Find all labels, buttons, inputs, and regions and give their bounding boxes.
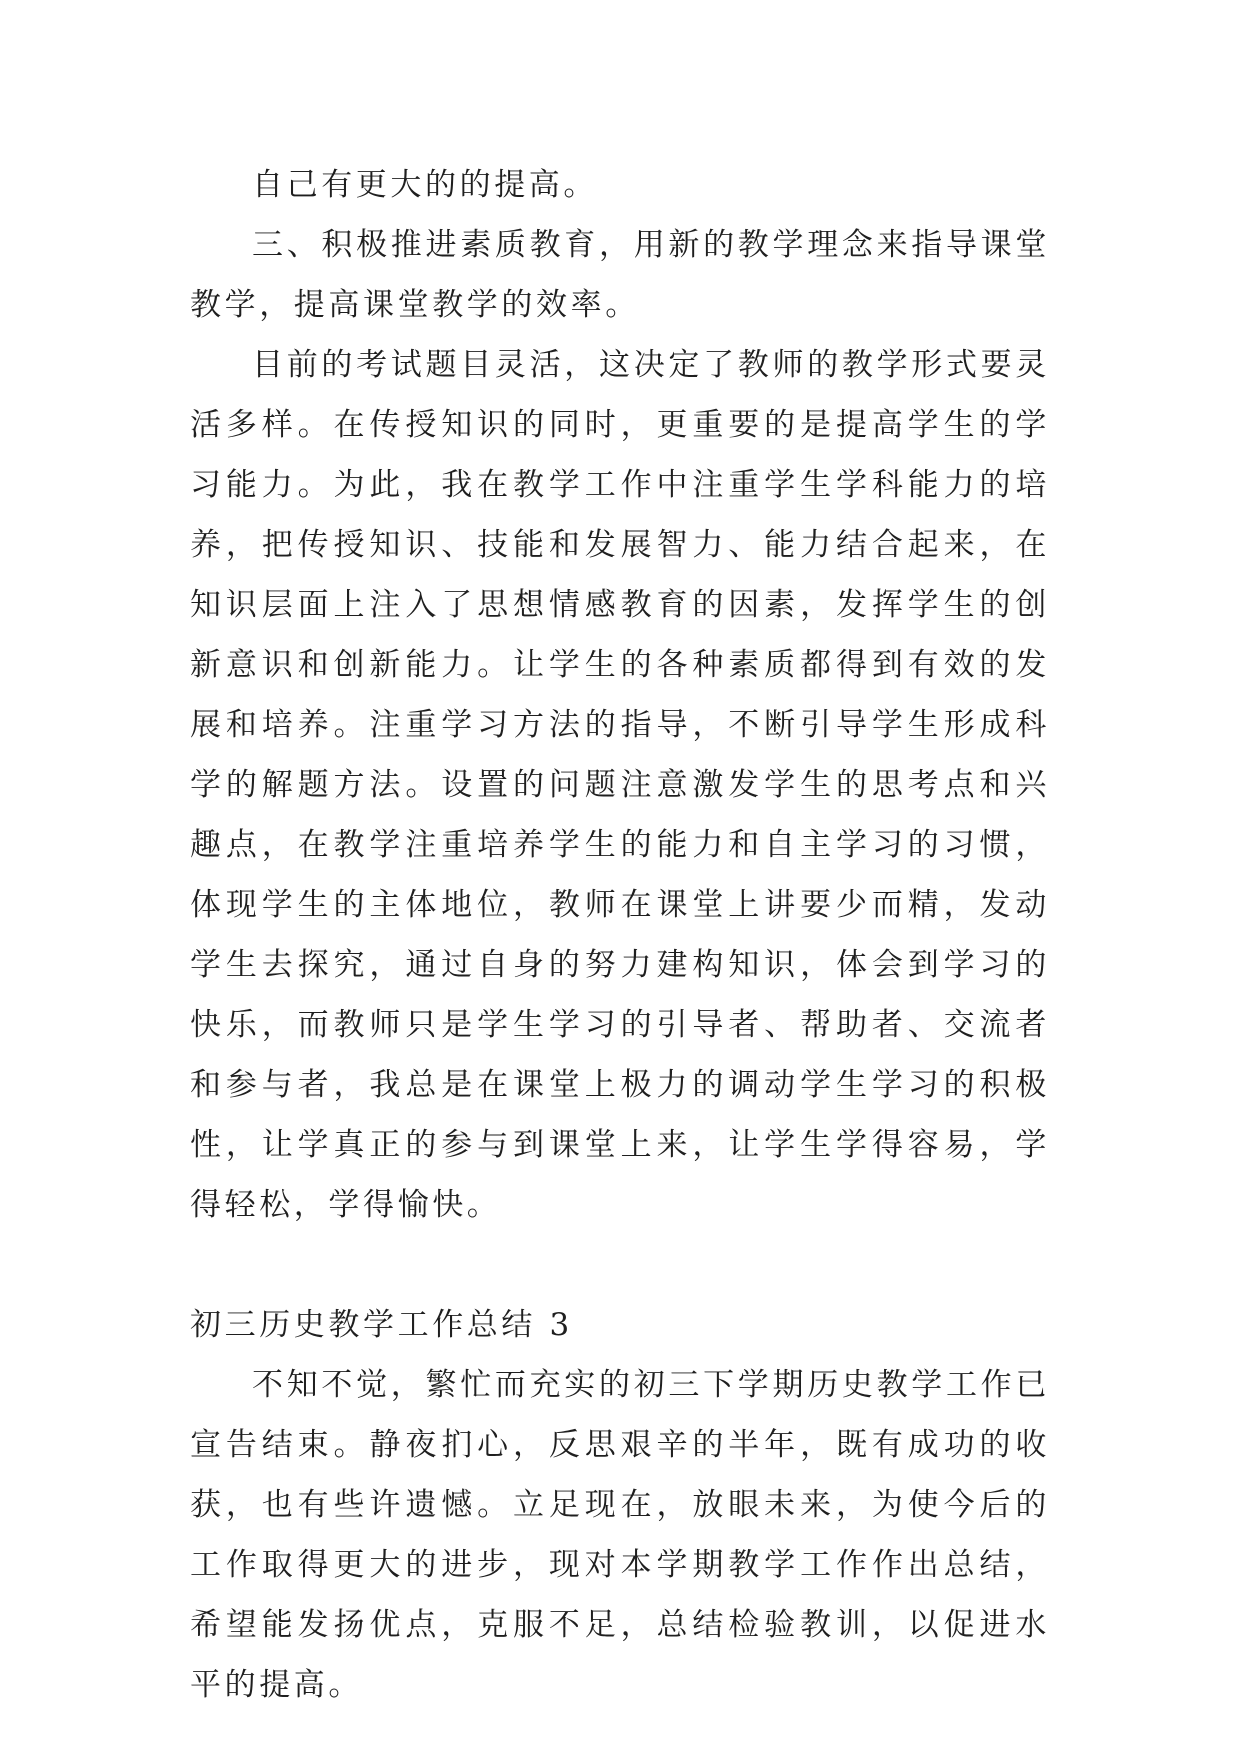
section-heading: 初三历史教学工作总结 3 (190, 1307, 573, 1343)
paragraph-summary-intro: 不知不觉，繁忙而充实的初三下学期历史教学工作已宣告结束。静夜扪心，反思艰辛的半年，既有成功的收获，也有些许遗憾。立足现在，放眼未来，为使今后的工作取得更大的进步，现对本学期教学工作作出总结，希望能发扬优点，克服不足，总结检验教训，以促进水平的提高。 (190, 1367, 1050, 1703)
paragraph-continuation: 自己有更大的的提高。 (252, 167, 598, 203)
paragraph-section-three: 三、积极推进素质教育，用新的教学理念来指导课堂教学，提高课堂教学的效率。 (190, 227, 1050, 323)
paragraph-exam-flexibility: 目前的考试题目灵活，这决定了教师的教学形式要灵活多样。在传授知识的同时，更重要的是提高学生的学习能力。为此，我在教学工作中注重学生学科能力的培养，把传授知识、技能和发展智力、能力结合起来，在知识层面上注入了思想情感教育的因素，发挥学生的创新意识和创新能力。让学生的各种素质都得到有效的发展和培养。注重学习方法的指导，不断引导学生形成科学的解题方法。设置的问题注意激发学生的思考点和兴趣点，在教学注重培养学生的能力和自主学习的习惯，体现学生的主体地位，教师在课堂上讲要少而精，发动学生去探究，通过自身的努力建构知识，体会到学习的快乐，而教师只是学生学习的引导者、帮助者、交流者和参与者，我总是在课堂上极力的调动学生学习的积极性，让学真正的参与到课堂上来，让学生学得容易，学得轻松，学得愉快。 (190, 347, 1050, 1223)
document-body (190, 155, 1050, 1715)
